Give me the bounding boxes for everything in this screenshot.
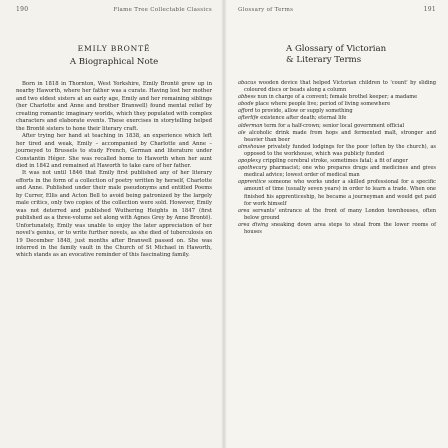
right-page	[224, 0, 448, 448]
glossary-entry	[238, 130, 436, 144]
glossary-definition: existence after death; eternal life	[258, 115, 347, 122]
glossary-entry	[238, 115, 436, 122]
glossary-term: afterlife	[238, 115, 259, 122]
glossary-entries	[238, 80, 436, 236]
glossary-entry	[238, 94, 436, 101]
paragraph: Born in 1818 in Thornton, West Yorkshire, Emily Brontë grew up in nearby Haworth, where her father was a curate. Having lost her mother and two eldest sisters at an early age, Emily and her remaining siblings (her Charlotte and Anne and brother Branwell) found mental relief by creating romantic imaginary worlds, which they populated with complex characters and elaborate events. These exercises in storytelling helped the Brontë sisters to hone their literary craft.	[16, 81, 212, 132]
glossary-term: apprentice	[238, 179, 266, 186]
glossary-definition: term for a half-crown; senior local government official	[262, 122, 405, 129]
glossary-entry	[238, 208, 436, 222]
glossary-definition: sneaking down area steps to steal from the lower rooms of houses	[244, 221, 436, 235]
biography-subtitle: A Biographical Note	[69, 57, 159, 67]
glossary-title	[286, 44, 436, 66]
author-heading: EMILY BRONTË	[77, 44, 151, 53]
glossary-entry	[238, 158, 436, 165]
biography-body	[16, 81, 212, 260]
paragraph: It was not until 1846 that Emily first published any of her literary efforts in the form of a collection of poetry written by herself, Charlotte and Anne. Published under their male pseudonyms and entitled Poems by Currer, Ellis and Acton Bell to avoid being patronized by the largely male critics, only two copies of the collection were sold. However, Emily was not deterred and published Wuthering Heights in 1847 (first published as a three-volume set along with Agnes Grey by Anne Brontë). Unfortunately, Emily was unable to enjoy the later appreciation of her novel's genius, or to write further novels, as she died of tuberculosis on 19 December 1848, just months after Branwell passed on. She was interred in the family vault in the Church of St Michael in Haworth, which stands as an evocative reminder of this fascinating family.	[16, 170, 212, 259]
glossary-definition: to provide, allow or supply something	[253, 108, 353, 115]
glossary-definition: pharmacist; one who prepares drugs and medicines and gives medical advice; lowest order of medical man	[244, 165, 436, 179]
glossary-definition: alcoholic drink made from hops and fermented malt, stronger and heavier than beer	[244, 129, 436, 143]
right-page-number: 191	[423, 6, 436, 13]
glossary-term: afford	[238, 108, 254, 115]
glossary-term: abode	[238, 101, 254, 108]
glossary-entry	[238, 179, 436, 207]
glossary-title-line: A Glossary of Victorian	[286, 44, 387, 54]
glossary-entry	[238, 101, 436, 108]
glossary-entry	[238, 165, 436, 179]
book-gutter	[221, 0, 227, 448]
glossary-entry	[238, 144, 436, 158]
glossary-definition: someone who works under a skilled professional for a specific amount of time (usually seven years) in order to learn a trade. When one finished his apprenticeship, he became a journeyman and would get paid for work himself	[244, 179, 436, 207]
left-running-title: Flame Tree Collectable Classics	[113, 7, 212, 13]
glossary-entry	[238, 108, 436, 115]
glossary-term: abacus	[238, 80, 257, 86]
glossary-definition: nun in charge of a convent; female brothel keeper; a madame	[255, 94, 418, 101]
glossary-entry	[238, 123, 436, 130]
glossary-entry	[238, 80, 436, 94]
glossary-term: area	[238, 207, 250, 214]
glossary-definition: place where people live; period of living somewhere	[253, 101, 391, 108]
glossary-term: apothecary	[238, 165, 267, 172]
glossary-term: alderman	[238, 122, 263, 129]
left-running-head	[16, 6, 212, 18]
glossary-term: area diving	[238, 221, 269, 228]
glossary-definition: crippling cerebral stroke, sometimes fatal; a fit of anger	[261, 158, 408, 165]
left-page-number: 190	[16, 6, 29, 13]
glossary-term: ale	[238, 129, 246, 136]
glossary-term: apoplexy	[238, 158, 262, 165]
glossary-term: almshouse	[238, 143, 266, 150]
paragraph: After trying her hand at teaching in 1838, an experience which left her tired and weak, Emily – accompanied by Charlotte and Anne – journeyed to Brussels to study French, German and literature under Constantin Héger. She was recalled home to Haworth when her aunt died in 1842 and remained at Haworth to take care of her father.	[16, 133, 212, 169]
glossary-entry	[238, 222, 436, 236]
glossary-title-line: & Literary Terms	[286, 55, 362, 65]
glossary-definition: privately funded lodgings for the poor (often by the church), as opposed to the workhouse, which was publicly funded	[244, 143, 436, 157]
glossary-definition: wooden device that helped Victorian children to 'count' by sliding coloured discs or beads along a column	[244, 80, 436, 94]
right-running-title: Glossary of Terms	[238, 7, 294, 13]
glossary-term: abbess	[238, 94, 256, 101]
right-running-head	[238, 6, 436, 18]
glossary-definition: servants' entrance at the front of many London townhouses, often below ground	[244, 207, 436, 221]
